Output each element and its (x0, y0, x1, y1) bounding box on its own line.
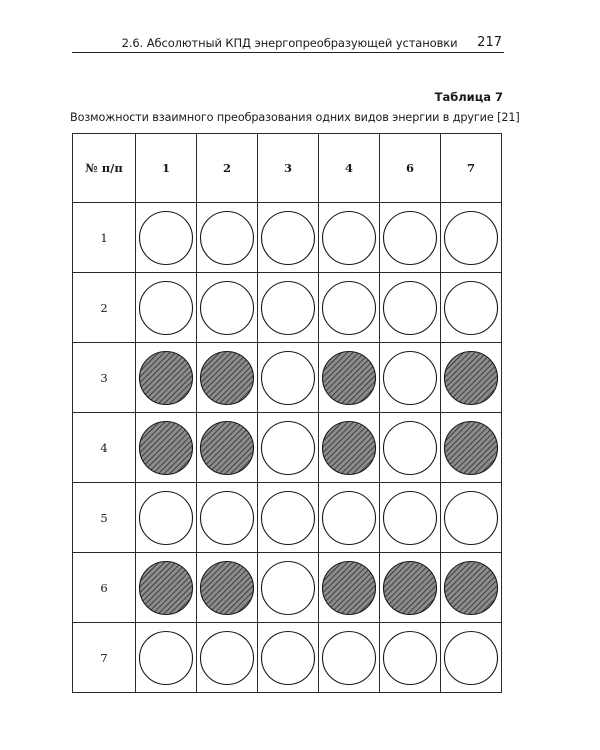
table-cell (258, 413, 319, 483)
table-cell (197, 413, 258, 483)
table-cell (197, 553, 258, 623)
column-header: 7 (441, 134, 502, 203)
table-cell (136, 343, 197, 413)
hatched-circle-icon (321, 420, 377, 476)
table-cell (319, 203, 380, 273)
row-label: 7 (73, 623, 136, 693)
empty-circle-icon (382, 280, 438, 336)
hatched-circle-icon (199, 560, 255, 616)
column-header: 1 (136, 134, 197, 203)
hatched-circle-icon (321, 350, 377, 406)
table-cell (136, 553, 197, 623)
energy-conversion-table (72, 133, 502, 693)
table-caption: Возможности взаимного преобразования одних видов энергии в другие [21] (70, 111, 520, 124)
empty-circle-icon (382, 350, 438, 406)
table-row (73, 203, 502, 273)
table-cell (258, 623, 319, 693)
table-row (73, 623, 502, 693)
table-cell (319, 553, 380, 623)
table-cell (380, 273, 441, 343)
table-cell (319, 483, 380, 553)
column-header: 6 (380, 134, 441, 203)
empty-circle-icon (321, 210, 377, 266)
empty-circle-icon (260, 630, 316, 686)
table-cell (380, 203, 441, 273)
row-label: 2 (73, 273, 136, 343)
table-cell (319, 343, 380, 413)
empty-circle-icon (260, 420, 316, 476)
table-cell (258, 553, 319, 623)
table-header-row (73, 134, 502, 203)
corner-header: № п/п (73, 134, 136, 203)
hatched-circle-icon (382, 560, 438, 616)
table-row (73, 483, 502, 553)
hatched-circle-icon (199, 350, 255, 406)
table-cell (441, 553, 502, 623)
row-label: 6 (73, 553, 136, 623)
row-label: 4 (73, 413, 136, 483)
empty-circle-icon (321, 490, 377, 546)
hatched-circle-icon (321, 560, 377, 616)
hatched-circle-icon (138, 560, 194, 616)
table-cell (136, 623, 197, 693)
table-row (73, 553, 502, 623)
hatched-circle-icon (443, 560, 499, 616)
empty-circle-icon (382, 210, 438, 266)
table-cell (441, 343, 502, 413)
hatched-circle-icon (138, 420, 194, 476)
table-row (73, 413, 502, 483)
table-cell (380, 623, 441, 693)
table-cell (441, 413, 502, 483)
table-cell (380, 553, 441, 623)
empty-circle-icon (443, 210, 499, 266)
table-cell (441, 273, 502, 343)
table-cell (136, 273, 197, 343)
row-label: 1 (73, 203, 136, 273)
empty-circle-icon (321, 280, 377, 336)
header-rule (72, 52, 504, 53)
page-header (72, 30, 504, 50)
table-cell (136, 203, 197, 273)
table-cell (380, 483, 441, 553)
empty-circle-icon (382, 490, 438, 546)
table-row (73, 273, 502, 343)
table-cell (441, 623, 502, 693)
table-cell (197, 343, 258, 413)
column-header: 3 (258, 134, 319, 203)
table-cell (197, 203, 258, 273)
table-label: Таблица 7 (434, 90, 503, 104)
table-cell (136, 483, 197, 553)
hatched-circle-icon (138, 350, 194, 406)
table-cell (319, 273, 380, 343)
column-header: 2 (197, 134, 258, 203)
table-cell (319, 623, 380, 693)
table-cell (380, 413, 441, 483)
empty-circle-icon (199, 280, 255, 336)
running-title: 2.6. Абсолютный КПД энергопреобразующей установки (121, 36, 458, 50)
empty-circle-icon (443, 280, 499, 336)
empty-circle-icon (443, 490, 499, 546)
hatched-circle-icon (443, 350, 499, 406)
empty-circle-icon (199, 210, 255, 266)
table-cell (136, 413, 197, 483)
table-cell (197, 483, 258, 553)
table-cell (197, 623, 258, 693)
empty-circle-icon (260, 350, 316, 406)
row-label: 3 (73, 343, 136, 413)
empty-circle-icon (199, 630, 255, 686)
table-cell (441, 203, 502, 273)
empty-circle-icon (138, 630, 194, 686)
column-header: 4 (319, 134, 380, 203)
empty-circle-icon (138, 490, 194, 546)
page-number: 217 (477, 35, 502, 50)
table-cell (380, 343, 441, 413)
empty-circle-icon (382, 420, 438, 476)
row-label: 5 (73, 483, 136, 553)
empty-circle-icon (443, 630, 499, 686)
table-cell (319, 413, 380, 483)
hatched-circle-icon (199, 420, 255, 476)
empty-circle-icon (382, 630, 438, 686)
empty-circle-icon (260, 210, 316, 266)
table-row (73, 343, 502, 413)
table-cell (197, 273, 258, 343)
table-cell (258, 273, 319, 343)
hatched-circle-icon (443, 420, 499, 476)
empty-circle-icon (260, 280, 316, 336)
empty-circle-icon (260, 490, 316, 546)
empty-circle-icon (138, 210, 194, 266)
table-cell (258, 203, 319, 273)
empty-circle-icon (321, 630, 377, 686)
empty-circle-icon (260, 560, 316, 616)
table-cell (441, 483, 502, 553)
empty-circle-icon (138, 280, 194, 336)
table-cell (258, 343, 319, 413)
table-cell (258, 483, 319, 553)
empty-circle-icon (199, 490, 255, 546)
